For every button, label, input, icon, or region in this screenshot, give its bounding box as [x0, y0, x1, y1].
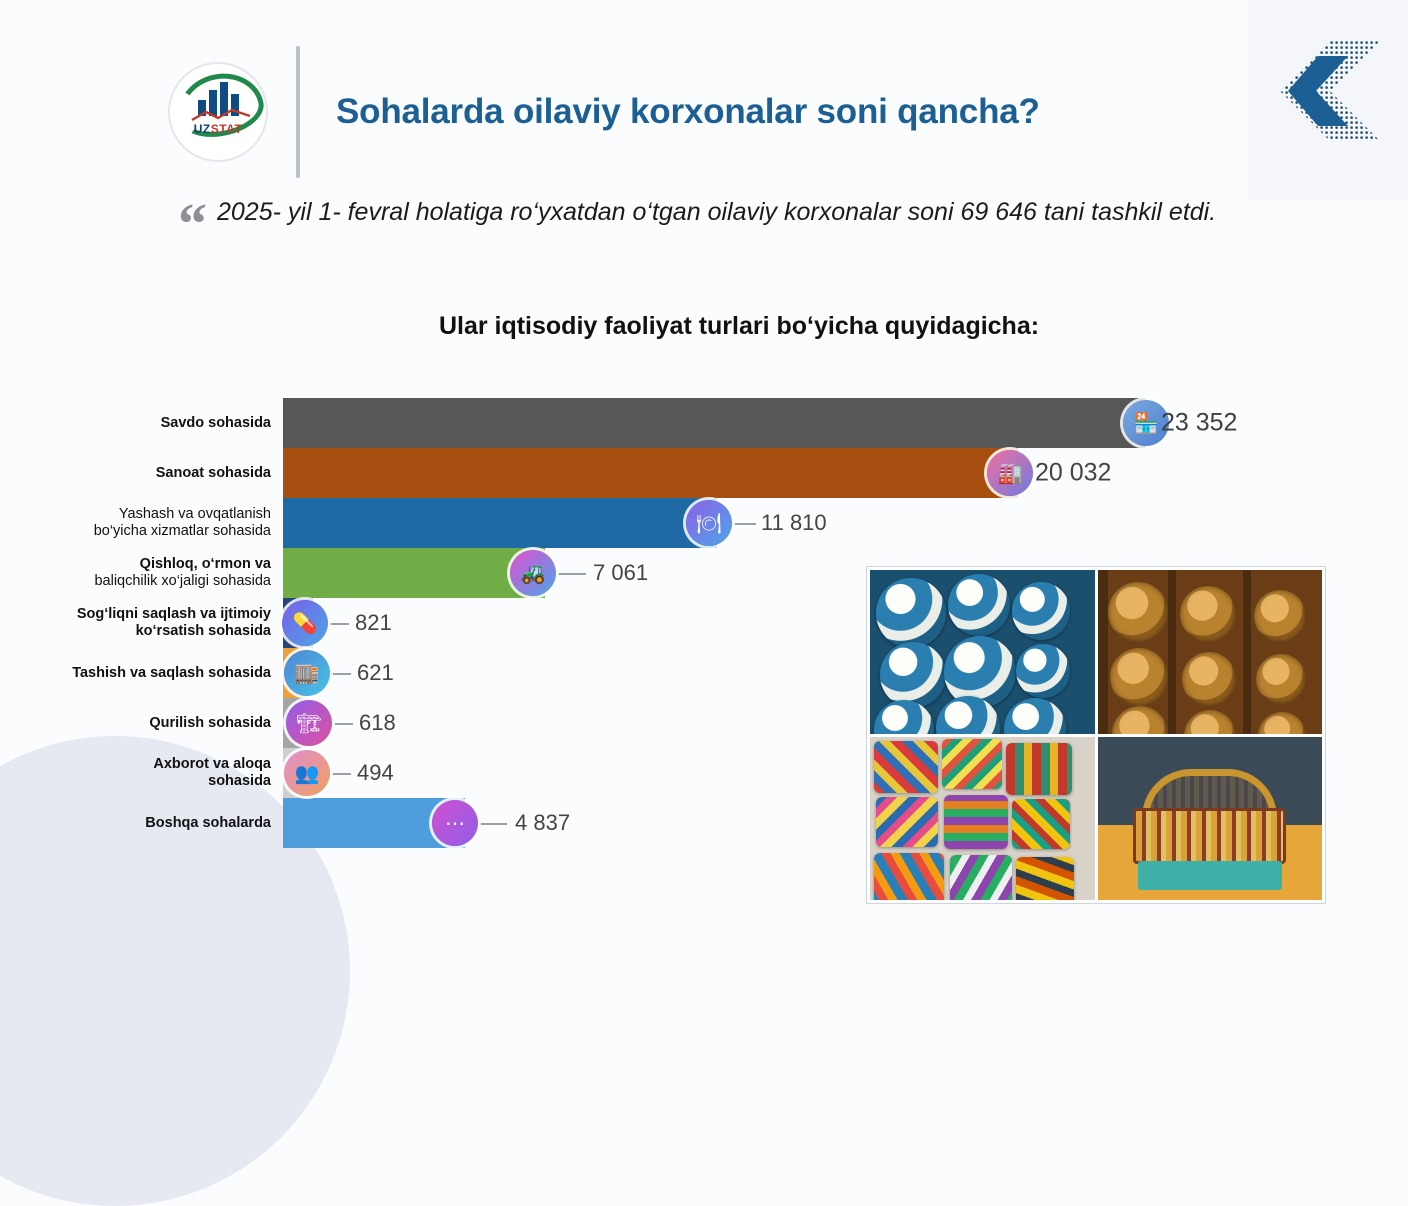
chart-subtitle: Ular iqtisodiy faoliyat turlari bo‘yicha quyidagicha:	[438, 312, 1040, 340]
chart-bar-area	[283, 398, 1408, 448]
network-people-icon: 👥	[284, 750, 330, 796]
chart-row-label: Yashash va ovqatlanish bo‘yicha xizmatlar sohasida	[93, 506, 271, 539]
chart-value-label: 618	[359, 710, 396, 735]
chart-leader-line	[558, 573, 586, 575]
building-crane-icon: 🏗	[286, 700, 332, 746]
page-title: Sohalarda oilaviy korxonalar soni qancha?	[336, 92, 1040, 131]
chart-row-label: Savdo sohasida	[160, 414, 271, 431]
chart-row	[0, 448, 1408, 498]
chart-value-label: 821	[355, 610, 392, 635]
logo-wordmark: UZSTAT	[193, 122, 243, 136]
photo-collage	[866, 566, 1326, 904]
double-chevron-left-icon	[1270, 36, 1390, 151]
chart-value-label: 20 032	[1035, 458, 1112, 487]
tractor-icon: 🚜	[510, 550, 556, 596]
chart-leader-line	[331, 773, 351, 775]
uzstat-logo	[168, 62, 268, 162]
chart-row-label: Tashish va saqlash sohasida	[72, 664, 271, 681]
chart-bar[interactable]	[283, 398, 1146, 448]
quote-block	[168, 191, 1316, 256]
chart-leader-line	[479, 823, 507, 825]
logo-trend-line-icon	[190, 108, 252, 122]
chart-leader-line	[331, 673, 351, 675]
chart-row-label: Sog‘liqni saqlash va ijtimoiy ko‘rsatish sohasida	[76, 606, 271, 639]
quote-mark-icon: “	[178, 191, 207, 256]
ceramic-plates-photo	[870, 570, 1095, 734]
chart-row	[0, 398, 1408, 448]
chart-row-label: Sanoat sohasida	[155, 464, 271, 481]
chart-row-label: Boshqa sohalarda	[145, 814, 271, 831]
chart-bar-area	[283, 448, 1408, 498]
chart-row-label: Qurilish sohasida	[149, 714, 271, 731]
chart-value-label: 494	[357, 760, 394, 785]
copper-trays-photo	[1098, 570, 1323, 734]
chart-bar[interactable]	[283, 448, 1018, 498]
chart-value-label: 23 352	[1161, 408, 1238, 437]
chart-value-label: 11 810	[761, 510, 827, 535]
chart-leader-line	[732, 523, 756, 525]
room-service-icon: 🍽	[686, 500, 732, 546]
chart-row-label: Axborot va aloqa sohasida	[153, 756, 271, 789]
shop-icon: 🏪	[1123, 400, 1169, 446]
chart-leader-line	[333, 723, 353, 725]
chart-bar-area	[283, 498, 1408, 548]
chart-leader-line	[329, 623, 349, 625]
header-divider	[296, 46, 300, 178]
health-hands-icon: 💊	[282, 600, 328, 646]
chart-value-label: 4 837	[515, 810, 571, 835]
warehouse-icon: 🏬	[284, 650, 330, 696]
chart-bar[interactable]	[283, 498, 717, 548]
factory-icon: 🏭	[987, 450, 1033, 496]
header	[168, 46, 1040, 178]
textile-pillows-photo	[870, 737, 1095, 901]
quote-text: 2025- yil 1- fevral holatiga ro‘yxatdan o‘tgan oilaviy korxonalar soni 69 646 tani tashkil etdi.	[217, 198, 1217, 226]
chart-row-label: Qishloq, o‘rmon va baliqchilik xo‘jaligi sohasida	[94, 556, 271, 589]
chart-bar[interactable]	[283, 548, 545, 598]
wooden-cradle-photo	[1098, 737, 1323, 901]
dots-menu-icon: ⋯	[432, 800, 478, 846]
chart-value-label: 621	[357, 660, 394, 685]
chart-value-label: 7 061	[593, 560, 649, 585]
chart-row	[0, 498, 1408, 548]
